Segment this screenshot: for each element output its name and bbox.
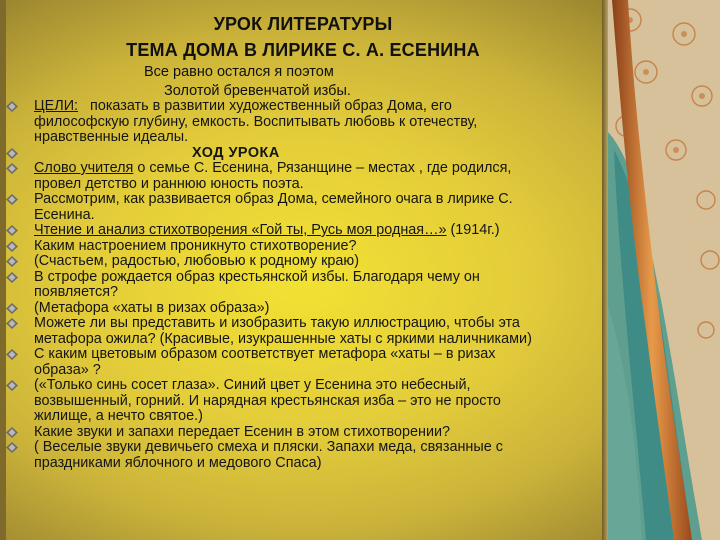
list-item-12 [6,425,606,441]
item-11-text: («Только синь сосет глаза». Синий цвет у Есенина это небесный, [34,377,471,393]
goals-text: показать в развитии художественный образ Дома, его [78,98,452,114]
item-7-text-2: появляется? [34,284,119,300]
item-9-text-2: метафора ожила? (Красивые, изукрашенные хаты с яркими наличниками) [34,330,532,347]
list-item-10 [6,347,606,378]
diamond-bullet-icon [6,318,18,329]
diamond-bullet-icon [6,241,18,252]
item-6-text: (Счастьем, радостью, любовью к родному краю) [34,253,360,269]
goals-text-3: нравственные идеалы. [34,129,189,145]
item-10-text-2: образа» ? [34,361,101,378]
item-5-text: Каким настроением проникнуто стихотворение? [34,237,357,254]
diamond-bullet-icon [6,380,18,391]
diamond-bullet-icon [6,349,18,360]
item-10-text: С каким цветовым образом соответствует метафора «хаты – в ризах [34,346,496,362]
diamond-bullet-icon [6,303,18,314]
item-13-text: ( Веселые звуки девичьего смеха и пляски. Запахи меда, связанные с [34,439,503,455]
diamond-bullet-icon [6,148,18,159]
diamond-bullet-icon [6,225,18,236]
diamond-bullet-icon [6,272,18,283]
list-item-3 [6,192,606,223]
decorative-ornament-panel [606,0,720,540]
list-item-reading [6,223,606,239]
diamond-bullet-icon [6,194,18,205]
floral-ornament [606,0,720,540]
list-item-9 [6,316,606,347]
teacher-label: Слово учителя [34,160,134,176]
diamond-bullet-icon [6,427,18,438]
epigraph-line-2: Золотой бревенчатой избы. [164,83,351,99]
item-8-text: (Метафора «хаты в ризах образа») [34,299,270,316]
item-13-text-2: праздниками яблочного и медового Спаса) [34,454,322,471]
item-11-text-3: жилище, а нечто святое.) [34,408,203,424]
reading-label: Чтение и анализ стихотворения «Гой ты, Русь моя родная…» [34,222,447,238]
list-item-7 [6,270,606,301]
item-3-text: Рассмотрим, как развивается образ Дома, семейного очага в лирике С. [34,191,513,207]
diamond-bullet-icon [6,256,18,267]
list-item-lesson-heading [6,146,606,162]
lesson-heading: ХОД УРОКА [192,144,280,161]
list-item-13 [6,440,606,471]
goals-label: ЦЕЛИ: [34,98,79,114]
teacher-text-2: провел детство и раннюю юность поэта. [34,175,304,192]
list-item-6 [6,254,606,270]
list-item-8 [6,301,606,317]
item-12-text: Какие звуки и запахи передает Есенин в этом стихотворении? [34,423,451,440]
diamond-bullet-icon [6,101,18,112]
teacher-text: о семье С. Есенина, Рязанщине – местах , где родился, [133,160,512,176]
item-3-text-2: Есенина. [34,206,95,223]
reading-text: (1914г.) [446,222,500,238]
item-7-text: В строфе рождается образ крестьянской избы. Благодаря чему он [34,268,480,285]
goals-text-2: философскую глубину, емкость. Воспитывать любовь к отечеству, [34,113,478,130]
list-item-5 [6,239,606,255]
lesson-topic: ТЕМА ДОМА В ЛИРИКЕ С. А. ЕСЕНИНА [126,40,480,60]
list-item-11 [6,378,606,425]
lesson-content [6,99,606,471]
epigraph-line-1: Все равно остался я поэтом [144,64,334,80]
item-11-text-2: возвышенный, горний. И нарядная крестьянская изба – это не просто [34,392,501,409]
list-item-goals [6,99,606,146]
list-item-teacher [6,161,606,192]
diamond-bullet-icon [6,442,18,453]
item-9-text: Можете ли вы представить и изобразить такую иллюстрацию, чтобы эта [34,315,520,331]
diamond-bullet-icon [6,163,18,174]
lesson-title: УРОК ЛИТЕРАТУРЫ [213,14,393,34]
